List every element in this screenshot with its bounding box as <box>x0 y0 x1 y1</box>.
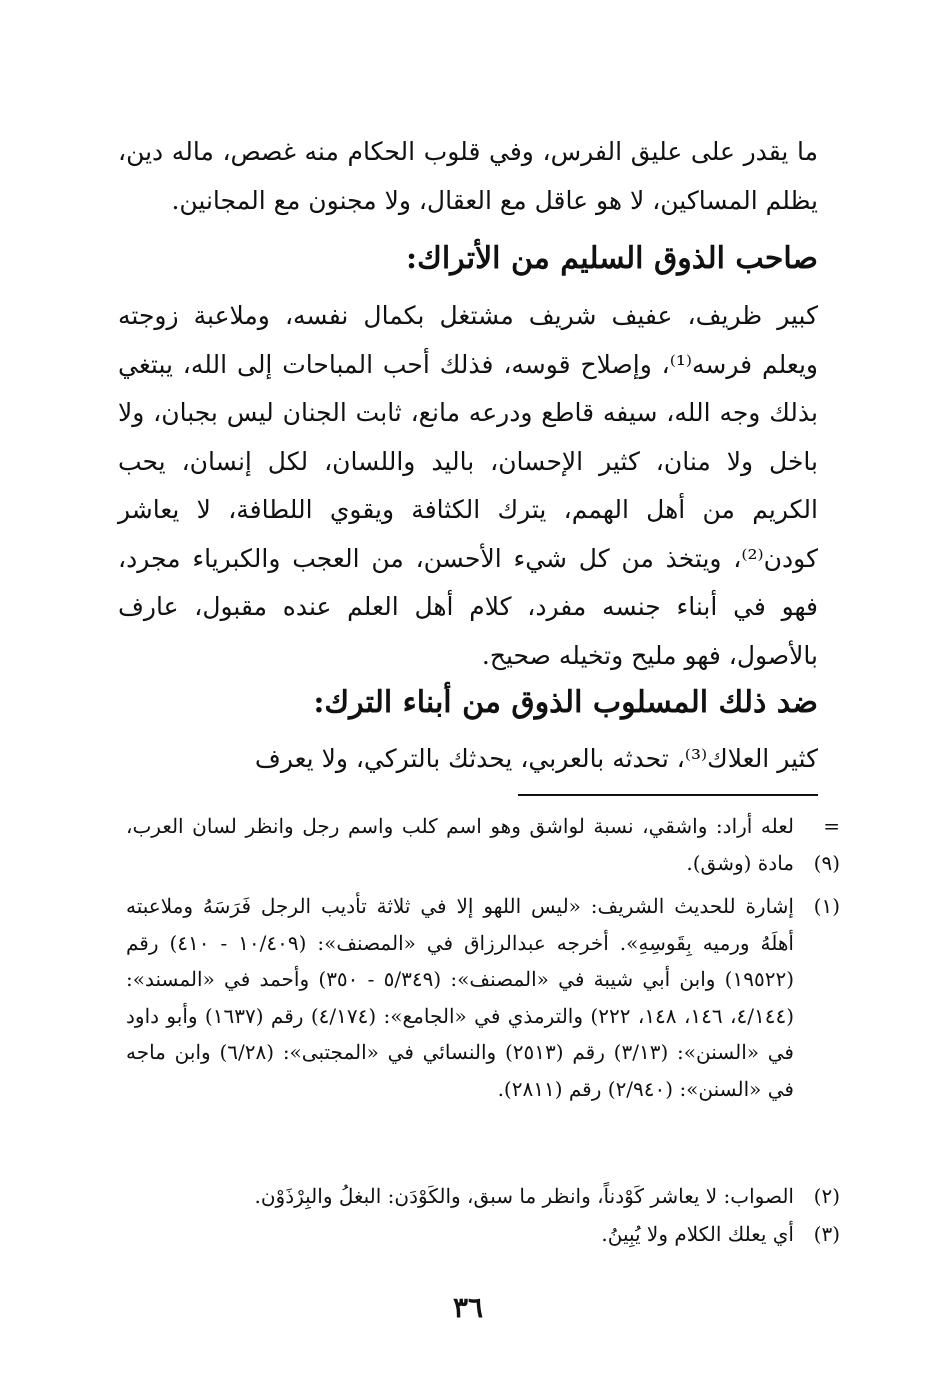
footnote-number: = (٩) <box>813 814 840 875</box>
footnote-item <box>126 1216 840 1253</box>
footnote-separator <box>518 794 818 796</box>
section-heading-bad-taste: ضد ذلك المسلوب الذوق من أبناء الترك: <box>313 685 818 720</box>
page-number: ٣٦ <box>452 1291 484 1324</box>
footnote-number: (٣) <box>813 1222 840 1246</box>
section-heading-good-taste: صاحب الذوق السليم من الأتراك: <box>406 241 818 276</box>
paragraph-intro: ما يقدر على عليق الفرس، وفي قلوب الحكام منه غصص، ماله دين، يظلم المساكين، لا هو عاقل مع العقال، ولا مجنون مع المجانين. <box>118 137 818 215</box>
footnote-number: (١) <box>813 894 840 918</box>
footnote-item <box>126 1178 840 1215</box>
footnote-text: إشارة للحديث الشريف: «ليس اللهو إلا في ثلاثة تأديب الرجل فَرَسَهُ وملاعبته أهلَهُ ورميه بِقَوسِهِ». أخرجه عبدالرزاق في «المصنف»: (١٠/٤٠٩ - ٤١٠) رقم (١٩٥٢٢) وابن أبي شيبة في «المصنف»: (٥/٣٤٩ - ٣٥٠) وأحمد في «المسند»: (٤/١٤٤، ١٤٦، ١٤٨، ٢٢٢) والترمذي في «الجامع»: (٤/١٧٤) رقم (١٦٣٧) وأبو داود في «السنن»: (٣/١٣) رقم (٢٥١٣) والنسائي في «المجتبى»: (٦/٢٨) وابن ماجه في «السنن»: (٢/٩٤٠) رقم (٢٨١١). <box>126 894 795 1101</box>
footnote-text: أي يعلك الكلام ولا يُبِينُ. <box>601 1222 794 1246</box>
footnote-number: (٢) <box>813 1184 840 1208</box>
footnote-item <box>126 808 840 881</box>
footnote-text: لعله أراد: واشقي، نسبة لواشق وهو اسم كلب واسم رجل وانظر لسان العرب، مادة (وشق). <box>126 814 794 875</box>
footnote-item <box>126 888 840 1107</box>
footnote-text: الصواب: لا يعاشر كَوْدناً، وانظر ما سبق، والكَوْدَن: البغلُ والبِرْذَوْن. <box>254 1184 794 1208</box>
paragraph-good-taste: كبير ظريف، عفيف شريف مشتغل بكمال نفسه، وملاعبة زوجته ويعلم فرسه⁽¹⁾، وإصلاح قوسه، فذلك أحب المباحات إلى الله، يبتغي بذلك وجه الله، سيفه قاطع ودرعه مانع، ثابت الجنان ليس بجبان، ولا باخل ولا منان، كثير الإحسان، باليد واللسان، لكل إنسان، يحب الكريم من أهل الهمم، يترك الكثافة ويقوي اللطافة، لا يعاشر كودن⁽²⁾، ويتخذ من كل شيء الأحسن، من العجب والكبرياء مجرد، فهو في أبناء جنسه مفرد، كلام أهل العلم عنده مقبول، عارف بالأصول، فهو مليح وتخيله صحيح. <box>118 301 818 670</box>
paragraph-bad-taste: كثير العلاك⁽³⁾، تحدثه بالعربي، يحدثك بالتركي، ولا يعرف <box>254 744 818 773</box>
